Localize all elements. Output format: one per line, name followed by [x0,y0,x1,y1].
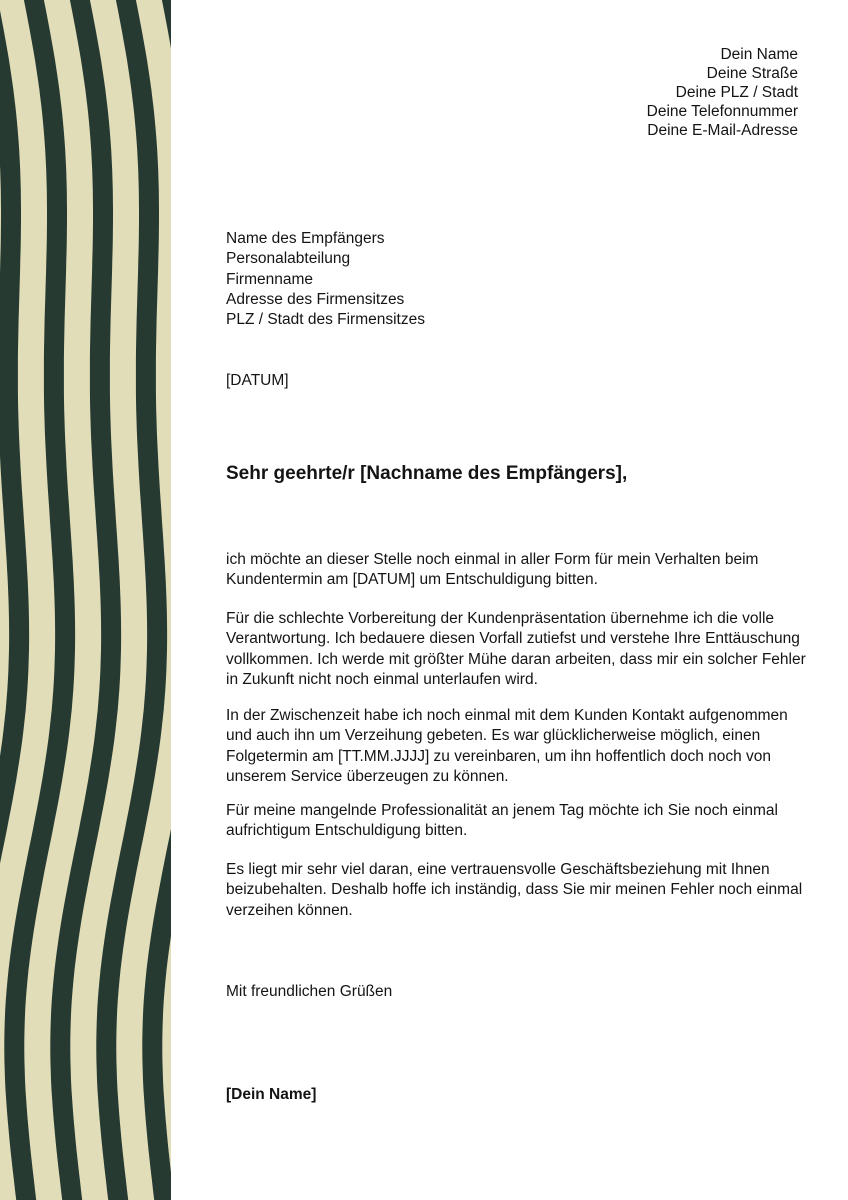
sender-street: Deine Straße [706,65,798,82]
wavy-stripes-graphic [0,0,171,1200]
body-paragraph-4: Für meine mangelnde Professionalität an jenem Tag möchte ich Sie noch einmal aufrichtigum Entschuldigung bitten. [226,802,778,840]
sender-address-block [647,45,798,140]
sender-name: Dein Name [720,46,798,63]
body-paragraph-3: In der Zwischenzeit habe ich noch einmal mit dem Kunden Kontakt aufgenommen und auch ihn um Verzeihung gebeten. Es war glücklicherweise möglich, einen Folgetermin am [TT.MM.JJJJ] zu vereinbaren, um ihn hoffentlich doch noch von unserem Service überzeugen zu können. [226,707,788,785]
recipient-address: Adresse des Firmensitzes [226,290,405,308]
decorative-stripe-panel [0,0,171,1200]
sender-city: Deine PLZ / Stadt [675,84,798,101]
recipient-company: Firmenname [226,270,313,288]
recipient-name: Name des Empfängers [226,230,385,247]
body-paragraph-2: Für die schlechte Vorbereitung der Kundenpräsentation übernehme ich die volle Verantwortung. Ich bedauere diesen Vorfall zutiefst und verstehe Ihre Enttäuschung vollkommen. Ich werde mit größter Mühe daran arbeiten, dass mir ein solcher Fehler in Zukunft nicht noch einmal unterlaufen wird. [226,610,806,688]
recipient-department: Personalabteilung [226,250,351,268]
signature-name: [Dein Name] [226,1086,317,1103]
body-paragraph-5: Es liegt mir sehr viel daran, eine vertrauensvolle Geschäftsbeziehung mit Ihnen beizubehalten. Deshalb hoffe ich inständig, dass Sie mir meinen Fehler noch einmal verzeihen können. [226,861,803,919]
salutation: Sehr geehrte/r [Nachname des Empfängers], [226,463,628,484]
closing-phrase: Mit freundlichen Grüßen [226,983,393,1000]
body-paragraph-1: ich möchte an dieser Stelle noch einmal in aller Form für mein Verhalten beim Kundentermin am [DATUM] um Entschuldigung bitten. [226,551,759,589]
recipient-city: PLZ / Stadt des Firmensitzes [226,311,425,329]
sender-email: Deine E-Mail-Adresse [647,122,798,139]
sender-phone: Deine Telefonnummer [646,103,798,120]
letter-date: [DATUM] [226,372,289,389]
recipient-address-block [226,229,425,330]
